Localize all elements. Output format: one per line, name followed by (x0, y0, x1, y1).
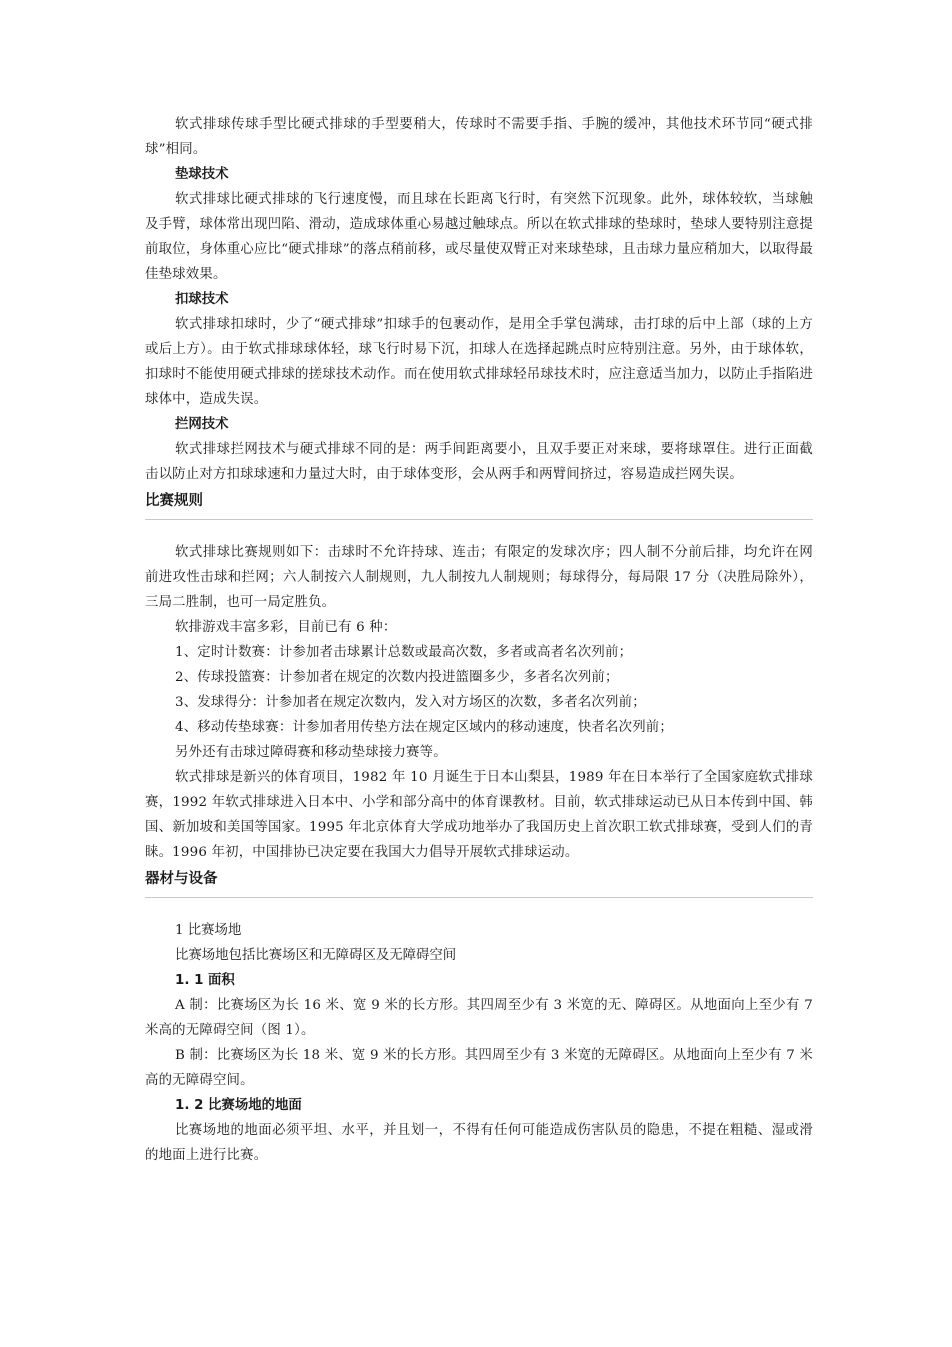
list-item: 4、移动传垫球赛：计参加者用传垫方法在规定区域内的移动速度，快者名次列前； (175, 720, 673, 735)
spike-subheading: 扣球技术 (175, 292, 229, 307)
equipment-divider (145, 897, 813, 898)
area-subheading: 1. 1 面积 (175, 973, 235, 988)
rules-paragraph-3: 另外还有击球过障碍赛和移动垫球接力赛等。 (175, 745, 447, 760)
rules-paragraph-1: 软式排球比赛规则如下：击球时不允许持球、连击；有限定的发球次序；四人制不分前后排，均允许在网前进攻性击球和拦网；六人制按六人制规则，九人制按九人制规则；每球得分，每局限 17 分（决胜局除外），三局二胜制，也可一局定胜负。 (145, 545, 813, 610)
spike-paragraph: 软式排球扣球时，少了“硬式排球”扣球手的包裹动作，是用全手掌包满球，击打球的后中上部（球的上方或后上方）。由于软式排球球体轻，球飞行时易下沉，扣球人在选择起跳点时应特别注意。另外，由于球体软，扣球时不能使用硬式排球的搓球技术动作。而在使用软式排球轻吊球技术时，应注意适当加力，以防止手指陷进球体中，造成失误。 (145, 317, 813, 407)
field-line-2: 比赛场地包括比赛场区和无障碍区及无障碍空间 (175, 948, 457, 963)
equipment-heading: 器材与设备 (145, 871, 218, 887)
list-item: 2、传球投篮赛：计参加者在规定的次数内投进篮圈多少，多者名次列前； (175, 670, 619, 685)
field-line-1: 1 比赛场地 (175, 923, 242, 938)
list-item: 1、定时计数赛：计参加者击球累计总数或最高次数，多者或高者名次列前； (175, 645, 633, 660)
rules-paragraph-4: 软式排球是新兴的体育项目，1982 年 10 月诞生于日本山梨县，1989 年在日本举行了全国家庭软式排球赛，1992 年软式排球进入日本中、小学和部分高中的体育课教材。目前，软式排球运动已从日本传到中国、韩国、新加坡和美国等国家。1995 年北京体育大学成功地举办了我国历史上首次职工软式排球赛，受到人们的青睐。1996 年初，中国排协已决定要在我国大力倡导开展软式排球运动。 (145, 770, 813, 860)
rules-paragraph-2: 软排游戏丰富多彩，目前已有 6 种： (175, 620, 397, 635)
area-b-paragraph: B 制：比赛场区为长 18 米、宽 9 米的长方形。其四周至少有 3 米宽的无障碍区。从地面向上至少有 7 米高的无障碍空间。 (145, 1048, 813, 1088)
block-subheading: 拦网技术 (175, 417, 229, 432)
rules-divider (145, 519, 813, 520)
pass-paragraph: 软式排球传球手型比硬式排球的手型要稍大，传球时不需要手指、手腕的缓冲，其他技术环节同“硬式排球”相同。 (145, 117, 813, 157)
dig-paragraph: 软式排球比硬式排球的飞行速度慢，而且球在长距离飞行时，有突然下沉现象。此外，球体较软，当球触及手臂，球体常出现凹陷、滑动，造成球体重心易越过触球点。所以在软式排球的垫球时，垫球人要特别注意提前取位，身体重心应比“硬式排球”的落点稍前移，或尽量使双臂正对来球垫球，且击球力量应稍加大，以取得最佳垫球效果。 (145, 192, 813, 282)
dig-subheading: 垫球技术 (175, 167, 229, 182)
area-a-paragraph: A 制：比赛场区为长 16 米、宽 9 米的长方形。其四周至少有 3 米宽的无、障碍区。从地面向上至少有 7 米高的无障碍空间（图 1）。 (145, 998, 813, 1038)
block-paragraph: 软式排球拦网技术与硬式排球不同的是：两手间距离要小，且双手要正对来球，要将球罩住。进行正面截击以防止对方扣球球速和力量过大时，由于球体变形，会从两手和两臂间挤过，容易造成拦网失误。 (145, 442, 813, 482)
ground-paragraph: 比赛场地的地面必须平坦、水平，并且划一，不得有任何可能造成伤害队员的隐患，不提在粗糙、湿或滑的地面上进行比赛。 (145, 1123, 813, 1163)
list-item: 3、发球得分：计参加者在规定次数内，发入对方场区的次数，多者名次列前； (175, 695, 646, 710)
rules-heading: 比赛规则 (145, 493, 203, 509)
document-body (145, 112, 813, 1168)
ground-subheading: 1. 2 比赛场地的地面 (175, 1098, 302, 1113)
